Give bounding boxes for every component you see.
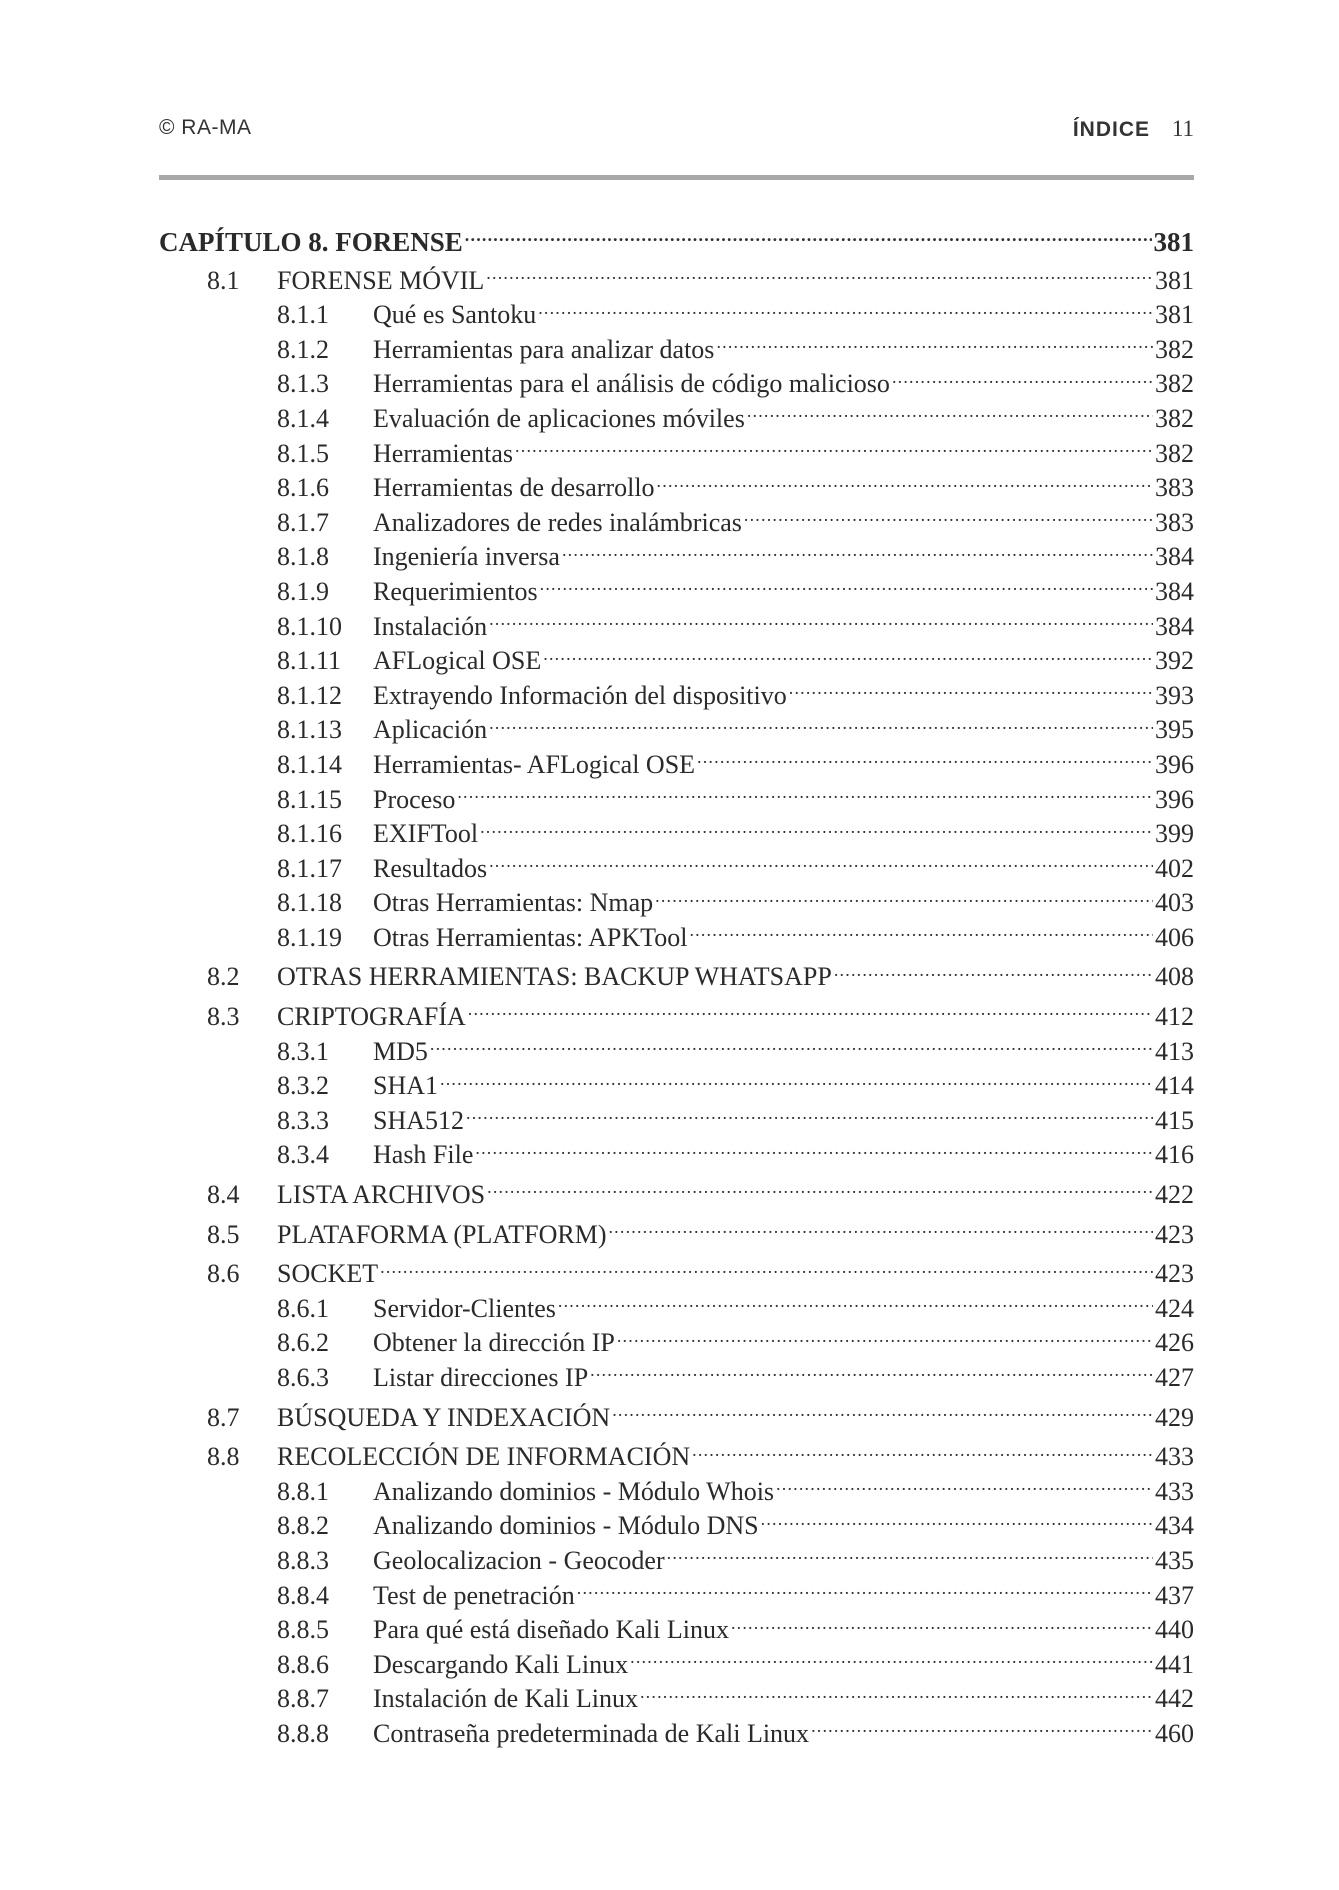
toc-entry-title: PLATAFORMA (PLATFORM) (277, 1219, 607, 1249)
toc-entry-page: 396 (1155, 784, 1194, 814)
toc-subsection-entry[interactable] (159, 610, 1194, 645)
toc-entry-number: 8.1.11 (277, 646, 342, 676)
toc-entry-page: 433 (1155, 1442, 1194, 1472)
toc-subsection-entry[interactable] (159, 1035, 1194, 1070)
toc-leader-dots (489, 718, 1153, 738)
toc-entry-number: 8.7 (207, 1402, 240, 1432)
toc-leader-dots (590, 1366, 1153, 1386)
toc-entry-title: Evaluación de aplicaciones móviles (373, 403, 745, 433)
page-number: 11 (1171, 116, 1194, 141)
toc-entry-title: Herramientas- AFLogical OSE (373, 749, 696, 779)
toc-chapter-page: 381 (1153, 227, 1194, 257)
toc-leader-dots (538, 303, 1153, 323)
toc-entry-number: 8.1.2 (277, 334, 329, 364)
toc-subsection-entry[interactable] (159, 1717, 1194, 1752)
toc-entry-title: Extrayendo Información del dispositivo (373, 680, 787, 710)
toc-entry-number: 8.1.16 (277, 819, 342, 849)
toc-section-entry[interactable] (159, 1401, 1194, 1436)
toc-entry-page: 392 (1155, 646, 1194, 676)
toc-entry-page: 402 (1155, 853, 1194, 883)
page-header (159, 116, 1194, 150)
toc-entry-page: 427 (1155, 1363, 1194, 1392)
toc-entry-page: 382 (1155, 403, 1194, 433)
toc-entry-title: Herramientas de desarrollo (373, 473, 655, 503)
toc-subsection-entry[interactable] (159, 1138, 1194, 1173)
publisher-mark: © RA-MA (159, 116, 252, 139)
toc-entry-page: 433 (1155, 1476, 1194, 1506)
toc-section-entry[interactable] (159, 1178, 1194, 1213)
toc-entry-number: 8.3.4 (277, 1140, 329, 1170)
toc-entry-page: 426 (1155, 1328, 1194, 1358)
toc-leader-dots (697, 753, 1153, 773)
toc-entry-title: Herramientas (373, 438, 514, 468)
toc-subsection-entry[interactable] (159, 333, 1194, 368)
toc-entry-number: 8.8.3 (277, 1545, 329, 1575)
toc-entry-page: 414 (1155, 1071, 1194, 1101)
running-head (1073, 116, 1194, 142)
toc-entry-title: Analizando dominios - Módulo DNS (373, 1511, 759, 1541)
toc-subsection-entry[interactable] (159, 402, 1194, 437)
toc-entry-number: 8.1.7 (277, 507, 329, 537)
toc-entry-number: 8.8.1 (277, 1476, 329, 1506)
toc-leader-dots (440, 1074, 1153, 1094)
toc-entry-page: 437 (1155, 1580, 1194, 1610)
toc-subsection-entry[interactable] (159, 852, 1194, 887)
toc-leader-dots (380, 1262, 1153, 1282)
toc-entry-number: 8.1.13 (277, 715, 342, 745)
toc-entry-number: 8.6.1 (277, 1293, 329, 1323)
toc-subsection-entry[interactable] (159, 1326, 1194, 1361)
toc-entry-title: Contraseña predeterminada de Kali Linux (373, 1718, 810, 1748)
toc-subsection-entry[interactable] (159, 1682, 1194, 1717)
toc-leader-dots (487, 1183, 1153, 1203)
toc-subsection-entry[interactable] (159, 921, 1194, 956)
toc-entry-page: 460 (1155, 1718, 1194, 1748)
toc-entry-number: 8.8.7 (277, 1684, 329, 1714)
toc-entry-page: 384 (1155, 611, 1194, 641)
toc-subsection-entry[interactable] (159, 1613, 1194, 1648)
toc-subsection-entry[interactable] (159, 1544, 1194, 1579)
toc-entry-title: Instalación de Kali Linux (373, 1684, 638, 1714)
toc-subsection-entry[interactable] (159, 1509, 1194, 1544)
toc-entry-page: 384 (1155, 542, 1194, 572)
toc-section-entry[interactable] (159, 960, 1194, 995)
toc-entry-page: 383 (1155, 507, 1194, 537)
toc-leader-dots (744, 511, 1153, 531)
toc-subsection-entry[interactable] (159, 1292, 1194, 1327)
toc-entry-number: 8.1.15 (277, 784, 342, 814)
toc-entry-page: 412 (1155, 1002, 1194, 1032)
toc-leader-dots (466, 1109, 1153, 1129)
toc-subsection-entry[interactable] (159, 886, 1194, 921)
toc-entry-title: EXIFTool (373, 819, 479, 849)
toc-entry-list (159, 264, 1194, 1752)
toc-leader-dots (480, 822, 1153, 842)
toc-entry-number: 8.8 (207, 1442, 240, 1472)
toc-entry-page: 395 (1155, 715, 1194, 745)
toc-entry-number: 8.8.5 (277, 1615, 329, 1645)
toc-entry-page: 423 (1155, 1259, 1194, 1289)
toc-entry-title: Requerimientos (373, 576, 538, 606)
toc-leader-dots (540, 580, 1153, 600)
toc-leader-dots (486, 269, 1153, 289)
toc-entry-page: 403 (1155, 888, 1194, 918)
toc-entry-title: Otras Herramientas: APKTool (373, 922, 688, 952)
toc-leader-dots (692, 1445, 1153, 1465)
toc-leader-dots (489, 857, 1153, 877)
toc-entry-page: 384 (1155, 576, 1194, 606)
toc-leader-dots (655, 891, 1153, 911)
toc-section-entry[interactable] (159, 1440, 1194, 1475)
toc-entry-number: 8.1.4 (277, 403, 329, 433)
toc-entry-number: 8.1.1 (277, 300, 329, 330)
toc-entry-title: Hash File (373, 1140, 474, 1170)
toc-entry-page: 396 (1155, 749, 1194, 779)
toc-leader-dots (468, 1005, 1153, 1025)
toc-leader-dots (834, 965, 1153, 985)
toc-entry-title: OTRAS HERRAMIENTAS: BACKUP WHATSAPP (277, 962, 832, 992)
toc-subsection-entry[interactable] (159, 471, 1194, 506)
toc-leader-dots (747, 407, 1153, 427)
toc-leader-dots (465, 231, 1152, 251)
toc-entry-page: 434 (1155, 1511, 1194, 1541)
toc-entry-number: 8.8.6 (277, 1649, 329, 1679)
toc-leader-dots (640, 1687, 1153, 1707)
toc-leader-dots (577, 1584, 1153, 1604)
toc-entry-title: Aplicación (373, 715, 488, 745)
toc-subsection-entry[interactable] (159, 367, 1194, 402)
toc-entry-page: 415 (1155, 1105, 1194, 1135)
toc-entry-page: 441 (1155, 1649, 1194, 1679)
toc-entry-number: 8.1.17 (277, 853, 342, 883)
toc-leader-dots (430, 1040, 1153, 1060)
toc-entry-number: 8.8.4 (277, 1580, 329, 1610)
toc-entry-page: 442 (1155, 1684, 1194, 1714)
toc-entry-number: 8.6.3 (277, 1363, 329, 1392)
toc-entry-page: 393 (1155, 680, 1194, 710)
toc-subsection-entry[interactable] (159, 540, 1194, 575)
toc-entry-page: 399 (1155, 819, 1194, 849)
toc-subsection-entry[interactable] (159, 1104, 1194, 1139)
toc-entry-number: 8.1.14 (277, 749, 342, 779)
toc-entry-number: 8.8.2 (277, 1511, 329, 1541)
toc-section-entry[interactable] (159, 1257, 1194, 1292)
toc-entry-title: Otras Herramientas: Nmap (373, 888, 654, 918)
toc-leader-dots (716, 338, 1153, 358)
toc-entry-page: 381 (1155, 300, 1194, 330)
toc-entry-number: 8.1.19 (277, 922, 342, 952)
toc-subsection-entry[interactable] (159, 748, 1194, 783)
toc-entry-title: CRIPTOGRAFÍA (277, 1002, 466, 1032)
toc-entry-number: 8.1.18 (277, 888, 342, 918)
toc-entry-title: RECOLECCIÓN DE INFORMACIÓN (277, 1442, 691, 1472)
toc-subsection-entry[interactable] (159, 506, 1194, 541)
toc-entry-title: Descargando Kali Linux (373, 1649, 629, 1679)
toc-subsection-entry[interactable] (159, 713, 1194, 748)
toc-entry-number: 8.6 (207, 1259, 240, 1289)
toc-section-entry[interactable] (159, 264, 1194, 299)
toc-leader-dots (608, 1223, 1153, 1243)
toc-entry-number: 8.1.3 (277, 369, 329, 399)
toc-leader-dots (657, 476, 1153, 496)
toc-leader-dots (789, 684, 1153, 704)
toc-entry-page: 423 (1155, 1219, 1194, 1249)
toc-entry-page: 382 (1155, 334, 1194, 364)
toc-entry-title: Test de penetración (373, 1580, 575, 1610)
toc-entry-page: 406 (1155, 922, 1194, 952)
toc-leader-dots (562, 545, 1153, 565)
toc-entry-title: Listar direcciones IP (373, 1363, 589, 1392)
toc-entry-title: BÚSQUEDA Y INDEXACIÓN (277, 1402, 611, 1432)
toc-entry-title: Analizando dominios - Módulo Whois (373, 1476, 775, 1506)
toc-entry-page: 422 (1155, 1180, 1194, 1210)
toc-leader-dots (612, 1406, 1153, 1426)
toc-subsection-entry[interactable] (159, 1579, 1194, 1614)
toc-entry-title: Herramientas para el análisis de código malicioso (373, 369, 890, 399)
toc-entry-title: Qué es Santoku (373, 300, 537, 330)
toc-entry-number: 8.3 (207, 1002, 240, 1032)
toc-entry-page: 424 (1155, 1293, 1194, 1323)
toc-entry-page: 416 (1155, 1140, 1194, 1170)
toc-chapter-entry[interactable] (159, 225, 1194, 260)
toc-leader-dots (617, 1331, 1153, 1351)
toc-entry-title: MD5 (373, 1036, 428, 1066)
toc-entry-number: 8.1.5 (277, 438, 329, 468)
toc-leader-dots (811, 1722, 1153, 1742)
toc-entry-title: SOCKET (277, 1259, 379, 1289)
toc-subsection-entry[interactable] (159, 783, 1194, 818)
toc-entry-title: AFLogical OSE (373, 646, 542, 676)
toc-entry-number: 8.3.3 (277, 1105, 329, 1135)
header-rule (159, 175, 1194, 180)
toc-leader-dots (543, 649, 1153, 669)
toc-entry-page: 381 (1155, 265, 1194, 295)
toc-entry-title: FORENSE MÓVIL (277, 265, 485, 295)
toc-subsection-entry[interactable] (159, 1069, 1194, 1104)
toc-entry-page: 382 (1155, 438, 1194, 468)
toc-leader-dots (515, 442, 1153, 462)
toc-entry-title: LISTA ARCHIVOS (277, 1180, 486, 1210)
toc-entry-title: Resultados (373, 853, 488, 883)
toc-entry-number: 8.5 (207, 1219, 240, 1249)
toc-entry-number: 8.2 (207, 962, 240, 992)
toc-entry-title: SHA1 (373, 1071, 439, 1101)
toc-entry-number: 8.1.8 (277, 542, 329, 572)
table-of-contents (159, 225, 1194, 1752)
toc-entry-number: 8.1.12 (277, 680, 342, 710)
toc-entry-title: Geolocalizacion - Geocoder (373, 1545, 665, 1575)
toc-entry-number: 8.1.6 (277, 473, 329, 503)
toc-entry-title: Instalación (373, 611, 488, 641)
toc-leader-dots (776, 1480, 1153, 1500)
toc-entry-title: Proceso (373, 784, 456, 814)
toc-entry-number: 8.6.2 (277, 1328, 329, 1358)
toc-subsection-entry[interactable] (159, 644, 1194, 679)
toc-entry-number: 8.4 (207, 1180, 240, 1210)
toc-leader-dots (761, 1514, 1153, 1534)
toc-leader-dots (689, 926, 1153, 946)
toc-entry-page: 413 (1155, 1036, 1194, 1066)
toc-entry-title: Herramientas para analizar datos (373, 334, 715, 364)
toc-section-entry[interactable] (159, 1218, 1194, 1253)
toc-entry-page: 435 (1155, 1545, 1194, 1575)
toc-entry-title: Servidor-Clientes (373, 1293, 556, 1323)
toc-leader-dots (457, 788, 1153, 808)
toc-entry-title: Analizadores de redes inalámbricas (373, 507, 742, 537)
toc-leader-dots (489, 615, 1153, 635)
toc-subsection-entry[interactable] (159, 679, 1194, 714)
toc-subsection-entry[interactable] (159, 817, 1194, 852)
toc-entry-number: 8.8.8 (277, 1718, 329, 1748)
section-title: ÍNDICE (1072, 118, 1150, 141)
toc-entry-page: 408 (1155, 962, 1194, 992)
toc-entry-title: SHA512 (373, 1105, 465, 1135)
toc-entry-number: 8.3.2 (277, 1071, 329, 1101)
toc-entry-page: 382 (1155, 369, 1194, 399)
toc-entry-page: 429 (1155, 1402, 1194, 1432)
toc-entry-page: 440 (1155, 1615, 1194, 1645)
toc-subsection-entry[interactable] (159, 575, 1194, 610)
toc-subsection-entry[interactable] (159, 1361, 1194, 1396)
toc-section-entry[interactable] (159, 1000, 1194, 1035)
toc-subsection-entry[interactable] (159, 1475, 1194, 1510)
toc-entry-number: 8.3.1 (277, 1036, 329, 1066)
toc-subsection-entry[interactable] (159, 298, 1194, 333)
toc-entry-page: 383 (1155, 473, 1194, 503)
toc-entry-number: 8.1.10 (277, 611, 342, 641)
toc-leader-dots (731, 1618, 1153, 1638)
toc-subsection-entry[interactable] (159, 1648, 1194, 1683)
toc-entry-title: Obtener la dirección IP (373, 1328, 615, 1358)
toc-leader-dots (475, 1143, 1153, 1163)
toc-leader-dots (667, 1549, 1153, 1569)
toc-leader-dots (630, 1653, 1153, 1673)
toc-leader-dots (892, 372, 1153, 392)
toc-chapter-title: CAPÍTULO 8. FORENSE (159, 227, 463, 257)
toc-entry-title: Ingeniería inversa (373, 542, 560, 572)
toc-entry-number: 8.1 (207, 265, 240, 295)
toc-leader-dots (558, 1297, 1153, 1317)
toc-entry-title: Para qué está diseñado Kali Linux (373, 1615, 729, 1645)
toc-entry-number: 8.1.9 (277, 576, 329, 606)
toc-subsection-entry[interactable] (159, 437, 1194, 472)
